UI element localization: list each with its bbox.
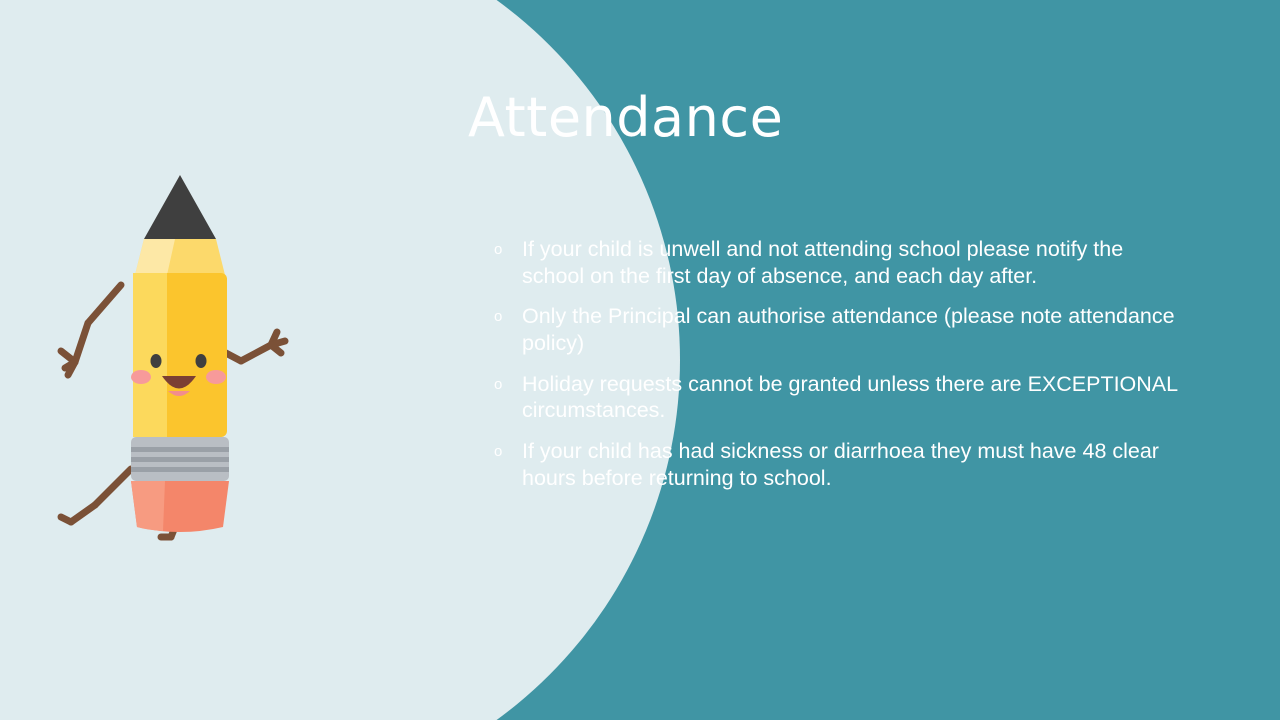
smiling-pencil-mascot-icon	[55, 165, 305, 550]
bullet-marker-icon: o	[494, 442, 503, 460]
list-item	[470, 303, 1182, 356]
list-item-text: Only the Principal can authorise attendance (please note attendance policy)	[522, 304, 1175, 355]
bullet-marker-icon: o	[494, 241, 503, 258]
list-item	[470, 236, 1182, 289]
list-item-text: If your child is unwell and not attending school please notify the school on the first day of absence, and each day after.	[522, 237, 1124, 288]
list-item-text: If your child has had sickness or diarrhoea they must have 48 clear hours before returning to school.	[522, 438, 1159, 490]
bullet-marker-icon: o	[494, 308, 503, 326]
bullet-marker-icon: o	[494, 375, 503, 393]
slide-content	[448, 0, 1238, 720]
list-item	[470, 438, 1182, 491]
list-item-text: Holiday requests cannot be granted unless there are EXCEPTIONAL circumstances.	[522, 371, 1178, 423]
bullet-list	[470, 236, 1182, 505]
list-item	[470, 371, 1182, 424]
page-title: Attendance	[468, 86, 784, 149]
